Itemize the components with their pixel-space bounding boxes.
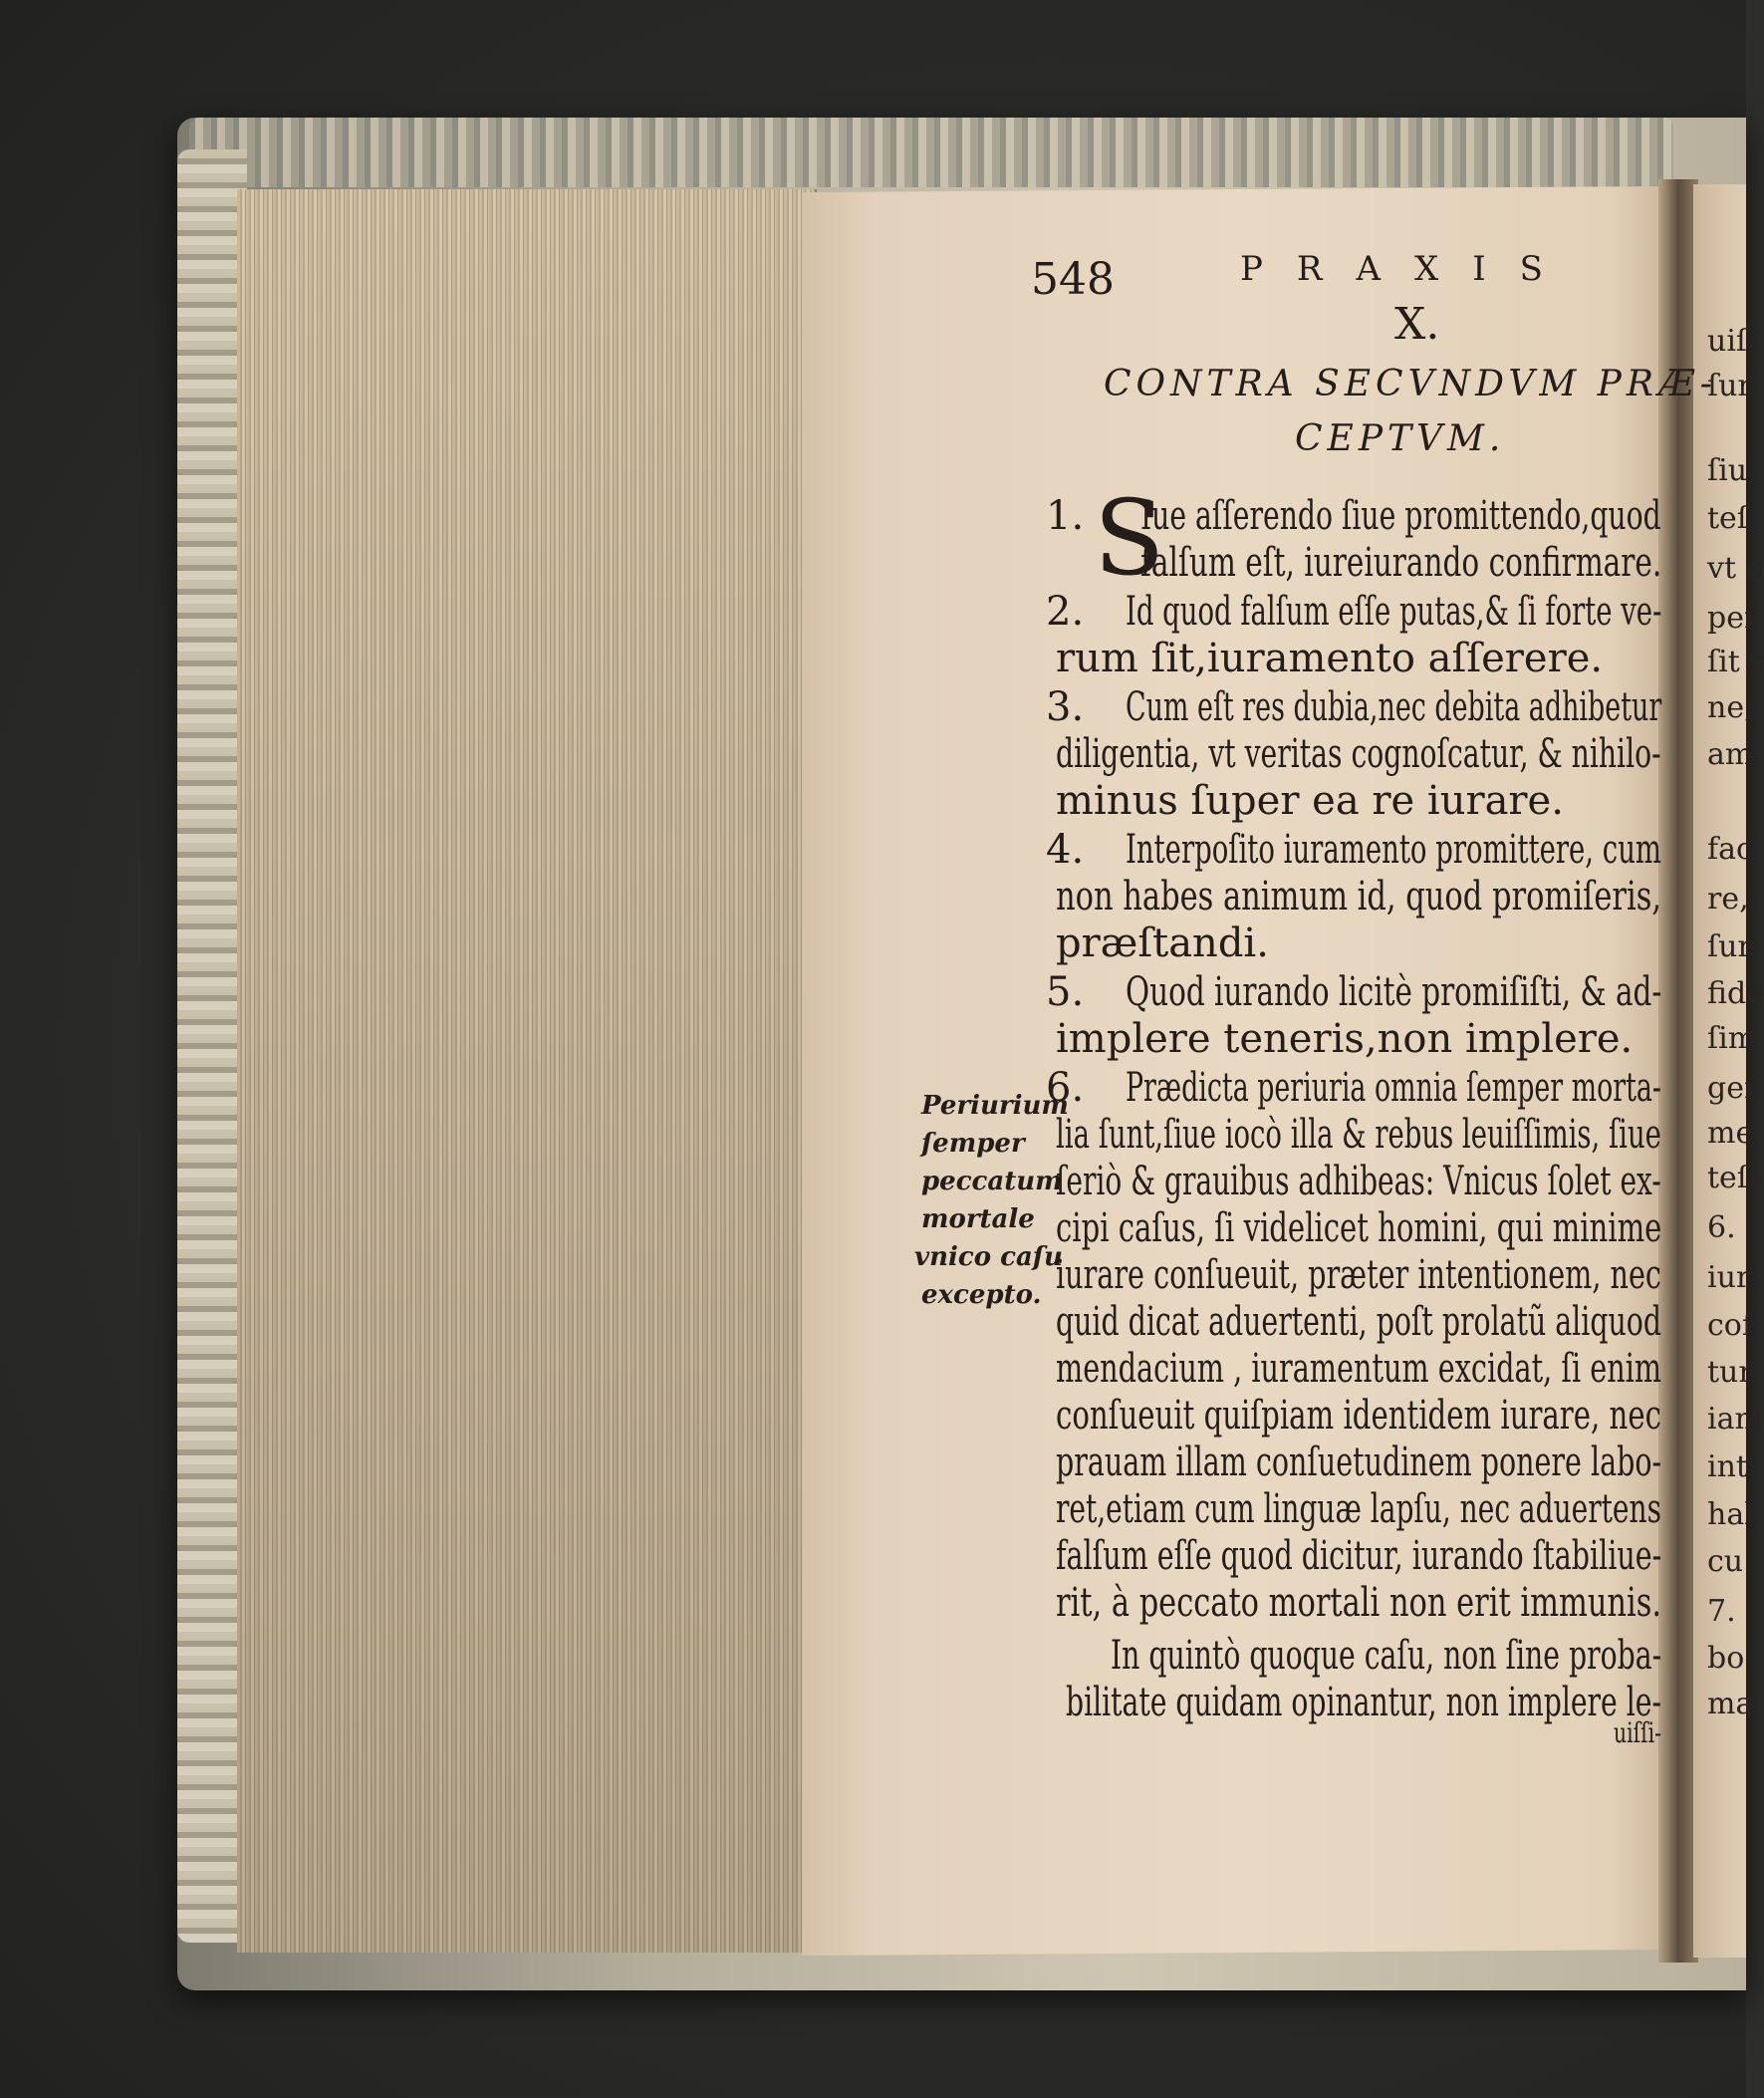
text-line: Iue aſſerendo ſiue promittendo,quod bbox=[1140, 493, 1661, 539]
text-line: In quintò quoque caſu, non ſine proba- bbox=[1111, 1633, 1662, 1679]
drop-cap: S bbox=[1094, 477, 1165, 599]
text-line: falſum eſſe quod dicitur, iurando ſtabiliue- bbox=[1056, 1533, 1662, 1579]
facing-page-fragment: ger bbox=[1707, 1071, 1759, 1106]
text-line: falſum eſt, iureiurando confirmare. bbox=[1140, 540, 1662, 586]
facing-page-fragment: teſt bbox=[1707, 1161, 1760, 1195]
item-number: 1. bbox=[1046, 493, 1085, 539]
text-line: rit, à peccato mortali non erit immunis. bbox=[1056, 1580, 1662, 1626]
item-number: 3. bbox=[1046, 684, 1085, 730]
facing-page-fragment: re, bbox=[1707, 882, 1749, 917]
margin-note-line: ſemper bbox=[921, 1129, 1025, 1159]
facing-page-fragment: int bbox=[1707, 1449, 1748, 1484]
text-line: bilitate quidam opinantur, non implere le- bbox=[1066, 1680, 1662, 1725]
facing-page-fragment: teſ bbox=[1707, 501, 1748, 536]
text-line: uiſſi- bbox=[1614, 1716, 1662, 1749]
facing-page-fragment: ma bbox=[1707, 1687, 1754, 1721]
section-title-line-2: CEPTVM. bbox=[1295, 418, 1506, 459]
facing-page-fragment: hal bbox=[1707, 1497, 1754, 1532]
facing-page-fragment: per bbox=[1707, 601, 1759, 636]
text-line: implere teneris,non implere. bbox=[1056, 1016, 1634, 1062]
text-line: Interpoſito iuramento promittere, cum bbox=[1126, 827, 1662, 873]
facing-page-fragment: uiſ bbox=[1707, 324, 1748, 359]
text-line: lia ſunt,ſiue iocò illa & rebus leuiſſimis, ſiue bbox=[1056, 1112, 1661, 1158]
text-line: ret,etiam cum linguæ lapſu, nec aduertens bbox=[1056, 1486, 1661, 1532]
text-line: rum ſit,iuramento aſſerere. bbox=[1056, 636, 1604, 681]
section-title-line-1: CONTRA SECVNDVM PRÆ- bbox=[1104, 364, 1717, 404]
margin-note-line: peccatum bbox=[921, 1167, 1063, 1196]
text-line: Prædicta periuria omnia ſemper morta- bbox=[1126, 1065, 1661, 1111]
page-gutter bbox=[1658, 179, 1698, 1963]
text-line: Cum eſt res dubia,nec debita adhibetur bbox=[1126, 684, 1662, 730]
text-line: iurare conſueuit, præter intentionem, nec bbox=[1056, 1252, 1661, 1298]
facing-page-fragment: ſim bbox=[1707, 1021, 1757, 1056]
text-line: quid dicat aduertenti, poſt prolatũ aliquod bbox=[1056, 1299, 1661, 1345]
item-number: 2. bbox=[1046, 589, 1085, 635]
text-line: diligentia, vt veritas cognoſcatur, & nihilo- bbox=[1056, 731, 1661, 777]
text-line: conſueuit quiſpiam identidem iurare, nec bbox=[1056, 1393, 1661, 1439]
facing-page-fragment: fide bbox=[1707, 976, 1764, 1011]
margin-note-line: Periurium bbox=[921, 1091, 1069, 1121]
facing-page-edge bbox=[1693, 184, 1764, 1958]
facing-page-fragment: ſur bbox=[1707, 369, 1752, 403]
item-number: 6. bbox=[1046, 1065, 1085, 1111]
facing-page-fragment: am bbox=[1707, 737, 1754, 772]
facing-page-fragment: bo bbox=[1707, 1641, 1745, 1676]
text-line: ſeriò & grauibus adhibeas: Vnicus ſolet ex- bbox=[1056, 1159, 1661, 1204]
item-number: 4. bbox=[1046, 827, 1085, 873]
facing-page-fragment: iur bbox=[1707, 1260, 1751, 1295]
text-line: præſtandi. bbox=[1056, 920, 1269, 966]
margin-note-line: vnico caſu bbox=[914, 1242, 1063, 1272]
text-line: minus ſuper ea re iurare. bbox=[1056, 778, 1564, 824]
facing-page-fragment: ſit r bbox=[1707, 645, 1764, 679]
text-line: Quod iurando licitè promiſiſti, & ad- bbox=[1126, 969, 1662, 1015]
facing-page-fragment: ſiu bbox=[1707, 453, 1748, 488]
facing-page-fragment: 7. bbox=[1707, 1594, 1736, 1629]
facing-page-fragment: coſ bbox=[1707, 1308, 1753, 1343]
item-number: 5. bbox=[1046, 969, 1085, 1015]
facing-page-fragment: me bbox=[1707, 1116, 1754, 1151]
page-fore-edge-shade bbox=[237, 189, 815, 1953]
margin-note-line: excepto. bbox=[921, 1280, 1042, 1310]
facing-page-fragment: tur bbox=[1707, 1355, 1753, 1390]
text-line: Id quod falſum eſſe putas,& ſi forte ve- bbox=[1126, 589, 1662, 635]
facing-page-fragment: cu bbox=[1707, 1544, 1744, 1579]
running-head: PRAXIS bbox=[1240, 249, 1577, 289]
text-line: cipi caſus, ſi videlicet homini, qui minime bbox=[1056, 1205, 1662, 1251]
margin-note-line: mortale bbox=[921, 1204, 1035, 1234]
facing-page-fragment: fac bbox=[1707, 832, 1753, 867]
page-number: 548 bbox=[1031, 254, 1115, 305]
text-line: mendacium , iuramentum excidat, ſi enim bbox=[1056, 1346, 1662, 1392]
facing-page-fragment: vt c bbox=[1707, 551, 1763, 586]
text-line: non habes animum id, quod promiſeris, bbox=[1056, 874, 1662, 919]
text-line: prauam illam conſuetudinem ponere labo- bbox=[1056, 1440, 1662, 1485]
facing-page-fragment: ne, bbox=[1707, 690, 1754, 725]
chapter-number: X. bbox=[1394, 299, 1440, 350]
facing-page-fragment: ſur bbox=[1707, 929, 1752, 964]
book-top-edge bbox=[189, 118, 1673, 187]
facing-page-fragment: iam bbox=[1707, 1402, 1763, 1437]
facing-page-fragment: 6. bbox=[1707, 1210, 1736, 1245]
